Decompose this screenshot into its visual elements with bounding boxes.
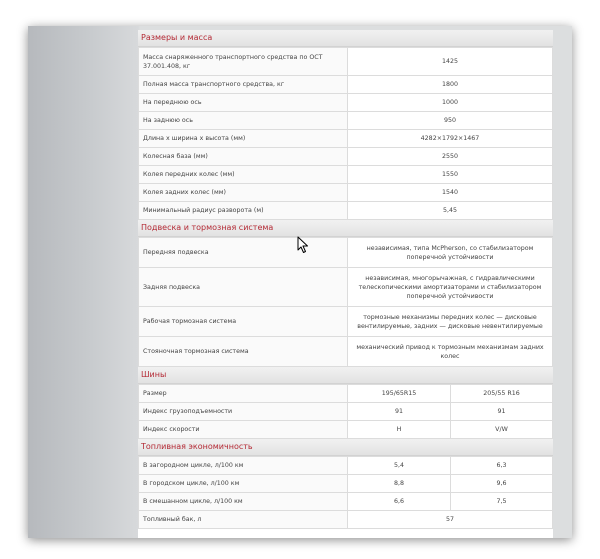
spec-label: Задняя подвеска: [139, 268, 348, 307]
spec-value: независимая, многорычажная, с гидравлическими телескопическими амортизаторами и стабилизатором поперечной устойчивости: [348, 268, 553, 307]
spec-value: 91: [348, 403, 451, 421]
spec-label: Колея передних колес (мм): [139, 166, 348, 184]
spec-label: Передняя подвеска: [139, 238, 348, 268]
spec-label: Длина x ширина x высота (мм): [139, 130, 348, 148]
spec-value: 2550: [348, 148, 553, 166]
spec-label: Топливный бак, л: [139, 511, 348, 529]
table-row: [139, 166, 553, 184]
spec-value: 57: [348, 511, 553, 529]
spec-label: Индекс грузоподъемности: [139, 403, 348, 421]
specs-panel: [138, 30, 553, 538]
spec-value: 9,6: [451, 475, 553, 493]
mouse-pointer-icon: [297, 236, 309, 254]
spec-value: независимая, типа McPherson, со стабилизатором поперечной устойчивости: [348, 238, 553, 268]
spec-value: 5,45: [348, 202, 553, 220]
spec-value: 5,4: [348, 457, 451, 475]
tires-table: [138, 384, 553, 439]
table-row: [139, 268, 553, 307]
section-header-fuel: Топливная экономичность: [138, 439, 553, 456]
dimensions-table: [138, 47, 553, 220]
spec-value: механический привод к тормозным механизмам задних колес: [348, 337, 553, 367]
spec-label: На заднюю ось: [139, 112, 348, 130]
table-row: [139, 403, 553, 421]
table-row: [139, 48, 553, 76]
spec-value: 6,6: [348, 493, 451, 511]
spec-value: V/W: [451, 421, 553, 439]
spec-label: Масса снаряженного транспортного средства по ОСТ 37.001.408, кг: [139, 48, 348, 76]
spec-value: 91: [451, 403, 553, 421]
section-header-dimensions: Размеры и масса: [138, 30, 553, 47]
table-row: [139, 238, 553, 268]
spec-value: 1540: [348, 184, 553, 202]
spec-label: Полная масса транспортного средства, кг: [139, 76, 348, 94]
spec-label: Колея задних колес (мм): [139, 184, 348, 202]
table-row: [139, 457, 553, 475]
spec-value: 7,5: [451, 493, 553, 511]
table-row: [139, 112, 553, 130]
spec-label: Колесная база (мм): [139, 148, 348, 166]
spec-label: Размер: [139, 385, 348, 403]
spec-label: В загородном цикле, л/100 км: [139, 457, 348, 475]
spec-value: 4282×1792×1467: [348, 130, 553, 148]
spec-value: 1800: [348, 76, 553, 94]
table-row: [139, 94, 553, 112]
table-row: [139, 493, 553, 511]
table-row: [139, 148, 553, 166]
table-row: [139, 511, 553, 529]
table-row: [139, 421, 553, 439]
spec-label: Минимальный радиус разворота (м): [139, 202, 348, 220]
spec-label: На переднюю ось: [139, 94, 348, 112]
spec-value: 1000: [348, 94, 553, 112]
table-row: [139, 307, 553, 337]
spec-value: тормозные механизмы передних колес — дисковые вентилируемые, задних — дисковые невентилируемые: [348, 307, 553, 337]
table-row: [139, 130, 553, 148]
suspension-table: [138, 237, 553, 367]
spec-value: 195/65R15: [348, 385, 451, 403]
table-row: [139, 385, 553, 403]
section-header-tires: Шины: [138, 367, 553, 384]
spec-value: 950: [348, 112, 553, 130]
table-row: [139, 202, 553, 220]
table-row: [139, 76, 553, 94]
spec-value: 1425: [348, 48, 553, 76]
spec-label: В смешанном цикле, л/100 км: [139, 493, 348, 511]
table-row: [139, 184, 553, 202]
spec-value: 205/55 R16: [451, 385, 553, 403]
spec-value: 8,8: [348, 475, 451, 493]
spec-value: H: [348, 421, 451, 439]
spec-label: Стояночная тормозная система: [139, 337, 348, 367]
section-header-suspension: Подвеска и тормозная система: [138, 220, 553, 237]
spec-value: 6,3: [451, 457, 553, 475]
spec-label: В городском цикле, л/100 км: [139, 475, 348, 493]
spec-label: Рабочая тормозная система: [139, 307, 348, 337]
spec-value: 1550: [348, 166, 553, 184]
table-row: [139, 475, 553, 493]
fuel-table: [138, 456, 553, 529]
table-row: [139, 337, 553, 367]
spec-label: Индекс скорости: [139, 421, 348, 439]
